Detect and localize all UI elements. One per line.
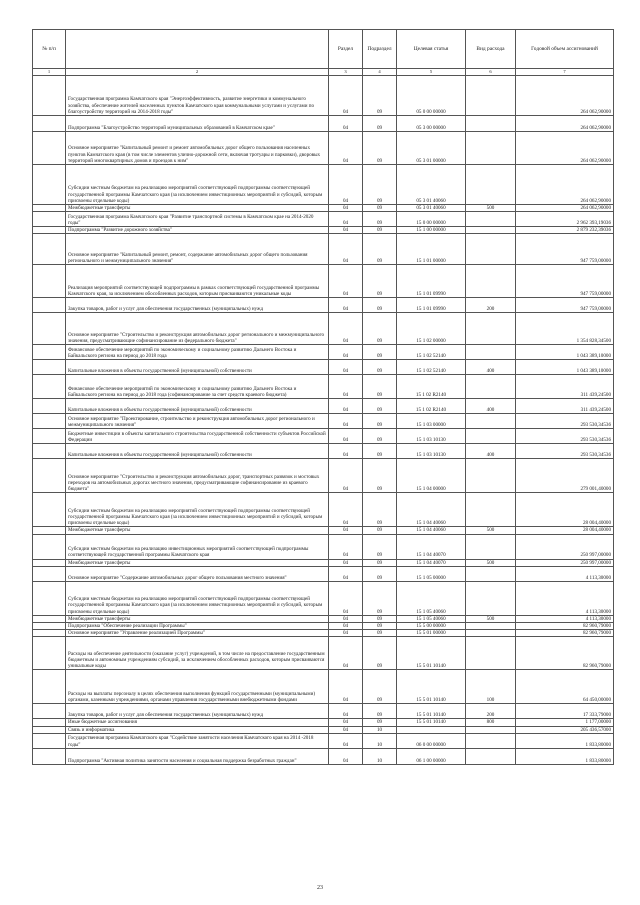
row-target-article-cell: 15 5 01 10140 xyxy=(397,704,466,719)
table-row xyxy=(33,414,614,429)
budget-table xyxy=(32,29,614,765)
row-target-article-cell: 05 3 00 00000 xyxy=(397,116,466,132)
row-amount-cell: 264 062,90000 xyxy=(516,116,614,132)
table-row xyxy=(33,704,614,719)
row-number-cell xyxy=(33,429,66,444)
row-expense-type-cell xyxy=(466,637,516,670)
row-expense-type-cell: 400 xyxy=(466,399,516,414)
row-razdel-cell: 04 xyxy=(329,493,363,527)
table-row xyxy=(33,234,614,265)
row-amount-cell: 250 997,00000 xyxy=(516,534,614,559)
row-amount-cell: 264 062,90000 xyxy=(516,165,614,205)
row-target-article-cell: 15 1 05 00000 xyxy=(397,566,466,581)
header-expense-type: Вид расхода xyxy=(466,30,516,69)
row-number-cell xyxy=(33,132,66,165)
row-number-cell xyxy=(33,76,66,116)
row-target-article-cell: 06 1 00 00000 xyxy=(397,748,466,764)
row-podrazdel-cell: 09 xyxy=(363,234,397,265)
page-number: 23 xyxy=(317,885,323,891)
row-amount-cell: 82 960,79000 xyxy=(516,630,614,637)
row-name-cell: Расходы на обеспечение деятельности (оказание услуг) учреждений, в том числе на предоставление государственным бюджетным и автономным учреждениям субсидий, за исключением обособленных расходов, которым присваиваются уникальные коды xyxy=(66,637,329,670)
row-podrazdel-cell: 09 xyxy=(363,637,397,670)
row-number-cell xyxy=(33,116,66,132)
table-row xyxy=(33,429,614,444)
table-row xyxy=(33,748,614,764)
row-razdel-cell: 04 xyxy=(329,313,363,345)
row-expense-type-cell xyxy=(466,375,516,399)
row-razdel-cell: 04 xyxy=(329,227,363,234)
row-target-article-cell: 15 1 03 10130 xyxy=(397,444,466,459)
row-target-article-cell: 15 1 04 40070 xyxy=(397,534,466,559)
row-amount-cell: 947 759,00000 xyxy=(516,234,614,265)
row-target-article-cell: 15 1 01 09990 xyxy=(397,265,466,298)
row-number-cell xyxy=(33,733,66,748)
row-name-cell: Закупка товаров, работ и услуг для обеспечения государственных (муниципальных) нужд xyxy=(66,704,329,719)
row-number-cell xyxy=(33,566,66,581)
row-name-cell: Закупка товаров, работ и услуг для обеспечения государственных (муниципальных) нужд xyxy=(66,298,329,313)
row-razdel-cell: 04 xyxy=(329,527,363,534)
row-target-article-cell: 15 1 04 40070 xyxy=(397,559,466,566)
row-expense-type-cell xyxy=(466,234,516,265)
row-podrazdel-cell: 09 xyxy=(363,444,397,459)
table-row xyxy=(33,313,614,345)
row-amount-cell: 264 062,90000 xyxy=(516,132,614,165)
row-number-cell xyxy=(33,414,66,429)
row-razdel-cell: 04 xyxy=(329,459,363,493)
column-number: 1 xyxy=(33,69,66,76)
row-target-article-cell: 15 5 01 10140 xyxy=(397,670,466,704)
row-podrazdel-cell: 09 xyxy=(363,623,397,630)
row-razdel-cell: 04 xyxy=(329,534,363,559)
row-razdel-cell: 04 xyxy=(329,637,363,670)
row-name-cell: Межбюджетные трансферты xyxy=(66,527,329,534)
row-number-cell xyxy=(33,670,66,704)
row-amount-cell: 293 530,34536 xyxy=(516,414,614,429)
row-name-cell: Связь и информатика xyxy=(66,726,329,733)
row-name-cell: Основное мероприятие "Управление реализацией Программы" xyxy=(66,630,329,637)
row-target-article-cell: 15 1 02 R2140 xyxy=(397,399,466,414)
row-razdel-cell: 04 xyxy=(329,733,363,748)
row-expense-type-cell xyxy=(466,313,516,345)
row-amount-cell: 64 450,00000 xyxy=(516,670,614,704)
row-amount-cell: 1 833,80000 xyxy=(516,748,614,764)
row-razdel-cell: 04 xyxy=(329,581,363,615)
row-target-article-cell: 05 0 00 00000 xyxy=(397,76,466,116)
header-target-article: Целевая статья xyxy=(397,30,466,69)
row-number-cell xyxy=(33,719,66,726)
row-amount-cell: 4 113,30000 xyxy=(516,615,614,622)
row-podrazdel-cell: 09 xyxy=(363,527,397,534)
row-target-article-cell xyxy=(397,726,466,733)
row-podrazdel-cell: 09 xyxy=(363,615,397,622)
row-target-article-cell: 15 1 02 52140 xyxy=(397,360,466,375)
row-number-cell xyxy=(33,227,66,234)
row-name-cell: Финансовое обеспечение мероприятий по экономическому и социальному развитию Дальнего Востока и Байкальского региона на период до 2018 года (софинансирование за счет средств краевого бюджета) xyxy=(66,375,329,399)
row-podrazdel-cell: 09 xyxy=(363,227,397,234)
row-amount-cell: 28 004,40000 xyxy=(516,493,614,527)
column-number: 6 xyxy=(466,69,516,76)
row-target-article-cell: 06 0 00 00000 xyxy=(397,733,466,748)
table-row xyxy=(33,205,614,212)
table-row xyxy=(33,132,614,165)
table-row xyxy=(33,212,614,227)
row-target-article-cell: 15 1 03 00000 xyxy=(397,414,466,429)
row-expense-type-cell: 400 xyxy=(466,360,516,375)
table-row xyxy=(33,719,614,726)
row-target-article-cell: 05 3 01 40060 xyxy=(397,165,466,205)
column-number: 3 xyxy=(329,69,363,76)
row-podrazdel-cell: 09 xyxy=(363,375,397,399)
row-name-cell: Субсидии местным бюджетам на реализацию инвестиционных мероприятий соответствующей подпрограммы соответствующей государственной программы Камчатского края xyxy=(66,534,329,559)
table-row xyxy=(33,581,614,615)
table-row xyxy=(33,375,614,399)
table-row xyxy=(33,116,614,132)
row-razdel-cell: 04 xyxy=(329,345,363,360)
row-expense-type-cell xyxy=(466,733,516,748)
row-target-article-cell: 15 1 04 40060 xyxy=(397,493,466,527)
table-row xyxy=(33,360,614,375)
row-expense-type-cell xyxy=(466,345,516,360)
row-expense-type-cell: 200 xyxy=(466,704,516,719)
row-name-cell: Субсидии местным бюджетам на реализацию мероприятий соответствующей подпрограммы соответствующей государственной программы Камчатского края (за исключением инвестиционных мероприятий и субсидий, которым присвоены отдельные коды) xyxy=(66,581,329,615)
row-razdel-cell: 04 xyxy=(329,212,363,227)
row-number-cell xyxy=(33,298,66,313)
row-expense-type-cell: 100 xyxy=(466,670,516,704)
row-podrazdel-cell: 10 xyxy=(363,733,397,748)
column-number-row xyxy=(33,69,614,76)
row-amount-cell: 264 062,90000 xyxy=(516,205,614,212)
header-number: № п/п xyxy=(33,30,66,69)
row-razdel-cell: 04 xyxy=(329,670,363,704)
row-number-cell xyxy=(33,630,66,637)
row-podrazdel-cell: 09 xyxy=(363,704,397,719)
row-expense-type-cell xyxy=(466,132,516,165)
row-razdel-cell: 04 xyxy=(329,116,363,132)
row-target-article-cell: 15 1 05 40060 xyxy=(397,581,466,615)
row-number-cell xyxy=(33,726,66,733)
row-razdel-cell: 04 xyxy=(329,615,363,622)
row-razdel-cell: 04 xyxy=(329,414,363,429)
row-razdel-cell: 04 xyxy=(329,566,363,581)
row-razdel-cell: 04 xyxy=(329,719,363,726)
row-target-article-cell: 15 1 01 00000 xyxy=(397,234,466,265)
row-number-cell xyxy=(33,360,66,375)
row-name-cell: Основное мероприятие "Содержание автомобильных дорог общего пользования местного значения" xyxy=(66,566,329,581)
row-number-cell xyxy=(33,493,66,527)
column-number: 5 xyxy=(397,69,466,76)
row-number-cell xyxy=(33,581,66,615)
row-name-cell: Межбюджетные трансферты xyxy=(66,615,329,622)
row-number-cell xyxy=(33,345,66,360)
row-name-cell: Подпрограмма "Активная политика занятости населения и социальная поддержка безработных граждан" xyxy=(66,748,329,764)
table-row xyxy=(33,76,614,116)
row-podrazdel-cell: 09 xyxy=(363,116,397,132)
row-amount-cell: 279 001,40000 xyxy=(516,459,614,493)
row-podrazdel-cell: 09 xyxy=(363,76,397,116)
row-razdel-cell: 04 xyxy=(329,623,363,630)
row-name-cell: Основное мероприятие "Капитальный ремонт, ремонт, содержание автомобильных дорог общего пользования регионального и межмуниципального значения" xyxy=(66,234,329,265)
row-number-cell xyxy=(33,205,66,212)
row-expense-type-cell: 200 xyxy=(466,298,516,313)
table-row xyxy=(33,630,614,637)
row-amount-cell: 250 997,00000 xyxy=(516,559,614,566)
row-expense-type-cell xyxy=(466,429,516,444)
row-razdel-cell: 04 xyxy=(329,559,363,566)
row-razdel-cell: 04 xyxy=(329,205,363,212)
row-target-article-cell: 05 3 01 40060 xyxy=(397,205,466,212)
row-number-cell xyxy=(33,527,66,534)
row-amount-cell: 1 833,80000 xyxy=(516,733,614,748)
row-expense-type-cell: 400 xyxy=(466,444,516,459)
row-podrazdel-cell: 09 xyxy=(363,212,397,227)
row-expense-type-cell xyxy=(466,534,516,559)
row-name-cell: Расходы на выплаты персоналу в целях обеспечения выполнения функций государственными (муниципальными) органами, казенными учреждениями, органами управления государственными внебюджетными фондами xyxy=(66,670,329,704)
row-podrazdel-cell: 09 xyxy=(363,399,397,414)
row-podrazdel-cell: 09 xyxy=(363,132,397,165)
row-amount-cell: 28 004,40000 xyxy=(516,527,614,534)
row-razdel-cell: 04 xyxy=(329,234,363,265)
row-podrazdel-cell: 09 xyxy=(363,534,397,559)
row-amount-cell: 2 962 393,19036 xyxy=(516,212,614,227)
row-name-cell: Иные бюджетные ассигнования xyxy=(66,719,329,726)
row-number-cell xyxy=(33,375,66,399)
header-podrazdel: Подраздел xyxy=(363,30,397,69)
row-amount-cell: 82 960,79000 xyxy=(516,637,614,670)
table-row xyxy=(33,399,614,414)
row-target-article-cell: 15 1 04 00000 xyxy=(397,459,466,493)
row-name-cell: Основное мероприятие "Строительство и реконструкция автомобильных дорог, транспортных развязок и мостовых переходов на автомобильных дорогах местного значения, предусматривающие софинансирование из краевого бюджета" xyxy=(66,459,329,493)
row-podrazdel-cell: 09 xyxy=(363,566,397,581)
row-razdel-cell: 04 xyxy=(329,298,363,313)
row-amount-cell: 2 879 232,39036 xyxy=(516,227,614,234)
table-row xyxy=(33,670,614,704)
row-amount-cell: 947 759,00000 xyxy=(516,265,614,298)
row-name-cell: Основное мероприятие "Проектирование, строительство и реконструкция автомобильных дорог регионального и межмуниципального значения" xyxy=(66,414,329,429)
row-number-cell xyxy=(33,623,66,630)
row-amount-cell: 4 113,30000 xyxy=(516,581,614,615)
row-podrazdel-cell: 09 xyxy=(363,670,397,704)
row-podrazdel-cell: 09 xyxy=(363,719,397,726)
row-target-article-cell: 15 5 00 00000 xyxy=(397,623,466,630)
row-target-article-cell: 15 1 01 09990 xyxy=(397,298,466,313)
row-target-article-cell: 15 1 00 00000 xyxy=(397,227,466,234)
row-number-cell xyxy=(33,399,66,414)
row-target-article-cell: 15 5 01 10140 xyxy=(397,637,466,670)
row-number-cell xyxy=(33,637,66,670)
row-expense-type-cell xyxy=(466,630,516,637)
table-row xyxy=(33,298,614,313)
row-expense-type-cell: 500 xyxy=(466,527,516,534)
column-number: 2 xyxy=(66,69,329,76)
row-amount-cell: 264 062,90000 xyxy=(516,76,614,116)
table-row xyxy=(33,444,614,459)
row-podrazdel-cell: 09 xyxy=(363,313,397,345)
row-podrazdel-cell: 09 xyxy=(363,630,397,637)
row-name-cell: Межбюджетные трансферты xyxy=(66,559,329,566)
row-razdel-cell: 04 xyxy=(329,726,363,733)
table-row xyxy=(33,265,614,298)
row-name-cell: Подпрограмма "Обеспечение реализации Программы" xyxy=(66,623,329,630)
row-amount-cell: 311 439,24500 xyxy=(516,399,614,414)
table-row xyxy=(33,345,614,360)
row-expense-type-cell xyxy=(466,212,516,227)
row-number-cell xyxy=(33,444,66,459)
row-expense-type-cell xyxy=(466,459,516,493)
row-podrazdel-cell: 09 xyxy=(363,360,397,375)
row-target-article-cell: 15 0 00 00000 xyxy=(397,212,466,227)
row-razdel-cell: 04 xyxy=(329,360,363,375)
row-razdel-cell: 04 xyxy=(329,444,363,459)
table-row xyxy=(33,637,614,670)
row-amount-cell: 1 177,00000 xyxy=(516,719,614,726)
row-amount-cell: 1 043 389,10000 xyxy=(516,360,614,375)
row-podrazdel-cell: 09 xyxy=(363,459,397,493)
row-expense-type-cell xyxy=(466,116,516,132)
table-row xyxy=(33,726,614,733)
row-name-cell: Основное мероприятие "Строительство и реконструкция автомобильных дорог регионального и межмуниципального значения, предусматривающие софинансирование из федерального бюджета" xyxy=(66,313,329,345)
row-name-cell: Государственная программа Камчатского края "Развитие транспортной системы в Камчатском крае на 2014-2020 годы" xyxy=(66,212,329,227)
row-number-cell xyxy=(33,265,66,298)
table-row xyxy=(33,623,614,630)
table-row xyxy=(33,527,614,534)
row-name-cell: Капитальные вложения в объекты государственной (муниципальной) собственности xyxy=(66,360,329,375)
row-target-article-cell: 15 1 05 40060 xyxy=(397,615,466,622)
row-target-article-cell: 15 1 03 10130 xyxy=(397,429,466,444)
row-name-cell: Субсидии местным бюджетам на реализацию мероприятий соответствующей подпрограммы соответствующей государственной программы Камчатского края (за исключением инвестиционных мероприятий и субсидий, которым присвоены отдельные коды) xyxy=(66,165,329,205)
row-expense-type-cell xyxy=(466,623,516,630)
row-amount-cell: 1 354 828,34500 xyxy=(516,313,614,345)
row-podrazdel-cell: 09 xyxy=(363,581,397,615)
row-name-cell: Бюджетные инвестиции в объекты капитального строительства государственной собственности субъектов Российской Федерации xyxy=(66,429,329,444)
row-expense-type-cell xyxy=(466,748,516,764)
row-target-article-cell: 15 5 01 00000 xyxy=(397,630,466,637)
row-expense-type-cell xyxy=(466,165,516,205)
row-target-article-cell: 15 1 02 R2140 xyxy=(397,375,466,399)
row-razdel-cell: 04 xyxy=(329,704,363,719)
row-podrazdel-cell: 09 xyxy=(363,165,397,205)
row-amount-cell: 4 113,30000 xyxy=(516,566,614,581)
row-target-article-cell: 15 1 04 40060 xyxy=(397,527,466,534)
row-razdel-cell: 04 xyxy=(329,76,363,116)
row-number-cell xyxy=(33,212,66,227)
row-number-cell xyxy=(33,459,66,493)
row-name-cell: Капитальные вложения в объекты государственной (муниципальной) собственности xyxy=(66,444,329,459)
row-expense-type-cell xyxy=(466,566,516,581)
row-expense-type-cell xyxy=(466,414,516,429)
row-podrazdel-cell: 09 xyxy=(363,559,397,566)
header-razdel: Раздел xyxy=(329,30,363,69)
row-razdel-cell: 04 xyxy=(329,429,363,444)
row-target-article-cell: 15 1 02 00000 xyxy=(397,313,466,345)
header-row xyxy=(33,30,614,69)
row-number-cell xyxy=(33,559,66,566)
row-expense-type-cell xyxy=(466,493,516,527)
row-number-cell xyxy=(33,313,66,345)
table-row xyxy=(33,165,614,205)
row-podrazdel-cell: 10 xyxy=(363,748,397,764)
row-podrazdel-cell: 09 xyxy=(363,493,397,527)
row-name-cell: Межбюджетные трансферты xyxy=(66,205,329,212)
row-name-cell: Подпрограмма "Благоустройство территорий муниципальных образований в Камчатском крае" xyxy=(66,116,329,132)
row-podrazdel-cell: 10 xyxy=(363,726,397,733)
row-amount-cell: 17 333,79000 xyxy=(516,704,614,719)
row-expense-type-cell: 500 xyxy=(466,205,516,212)
row-podrazdel-cell: 09 xyxy=(363,298,397,313)
column-number: 4 xyxy=(363,69,397,76)
row-amount-cell: 293 530,34536 xyxy=(516,444,614,459)
row-number-cell xyxy=(33,704,66,719)
row-razdel-cell: 04 xyxy=(329,375,363,399)
row-expense-type-cell xyxy=(466,581,516,615)
row-expense-type-cell xyxy=(466,227,516,234)
row-razdel-cell: 04 xyxy=(329,748,363,764)
row-razdel-cell: 04 xyxy=(329,132,363,165)
row-amount-cell: 82 960,79000 xyxy=(516,623,614,630)
row-name-cell: Основное мероприятие "Капитальный ремонт и ремонт автомобильных дорог общего пользования населенных пунктов Камчатского края (в том числе элементов улично-дорожной сети, включая тротуары и парковки), дворовых территорий многоквартирных домов и проездов к ним" xyxy=(66,132,329,165)
row-target-article-cell: 15 1 02 52140 xyxy=(397,345,466,360)
header-annual-amount: Годовой объем ассигнований xyxy=(516,30,614,69)
row-target-article-cell: 15 5 01 10140 xyxy=(397,719,466,726)
row-podrazdel-cell: 09 xyxy=(363,205,397,212)
row-razdel-cell: 04 xyxy=(329,165,363,205)
row-razdel-cell: 04 xyxy=(329,265,363,298)
row-name-cell: Реализация мероприятий соответствующей подпрограммы в рамках соответствующей государственной программы Камчатского края, за исключением обособленных расходов, которым присваиваются уникальные коды xyxy=(66,265,329,298)
row-expense-type-cell xyxy=(466,76,516,116)
row-podrazdel-cell: 09 xyxy=(363,414,397,429)
row-number-cell xyxy=(33,615,66,622)
row-podrazdel-cell: 09 xyxy=(363,345,397,360)
row-amount-cell: 311 439,24500 xyxy=(516,375,614,399)
row-podrazdel-cell: 09 xyxy=(363,429,397,444)
row-number-cell xyxy=(33,534,66,559)
row-expense-type-cell xyxy=(466,726,516,733)
table-row xyxy=(33,459,614,493)
row-name-cell: Капитальные вложения в объекты государственной (муниципальной) собственности xyxy=(66,399,329,414)
row-razdel-cell: 04 xyxy=(329,630,363,637)
table-body xyxy=(33,76,614,765)
row-amount-cell: 205 436,57000 xyxy=(516,726,614,733)
table-row xyxy=(33,227,614,234)
row-name-cell: Субсидии местным бюджетам на реализацию мероприятий соответствующей подпрограммы соответствующей государственной программы Камчатского края (за исключением инвестиционных мероприятий и субсидий, которым присвоены отдельные коды) xyxy=(66,493,329,527)
row-number-cell xyxy=(33,165,66,205)
row-name-cell: Финансовое обеспечение мероприятий по экономическому и социальному развитию Дальнего Востока и Байкальского региона на период до 2018 года xyxy=(66,345,329,360)
row-number-cell xyxy=(33,234,66,265)
row-number-cell xyxy=(33,748,66,764)
row-amount-cell: 1 043 389,10000 xyxy=(516,345,614,360)
row-expense-type-cell xyxy=(466,265,516,298)
row-expense-type-cell: 800 xyxy=(466,719,516,726)
table-row xyxy=(33,534,614,559)
row-podrazdel-cell: 09 xyxy=(363,265,397,298)
row-name-cell: Государственная программа Камчатского края "Энергоэффективность, развитие энергетики и коммунального хозяйства, обеспечение жителей населенных пунктов Камчатского края коммунальными услугами и услугами по благоустройству территорий на 2014-2018 годы" xyxy=(66,76,329,116)
row-expense-type-cell: 500 xyxy=(466,559,516,566)
row-target-article-cell: 05 3 01 00000 xyxy=(397,132,466,165)
row-amount-cell: 293 530,34536 xyxy=(516,429,614,444)
table-row xyxy=(33,615,614,622)
row-expense-type-cell: 500 xyxy=(466,615,516,622)
column-number: 7 xyxy=(516,69,614,76)
row-name-cell: Государственная программа Камчатского края "Содействие занятости населения Камчатского края на 2014 -2018 годы" xyxy=(66,733,329,748)
table-row xyxy=(33,559,614,566)
table-row xyxy=(33,493,614,527)
header-name xyxy=(66,30,329,69)
table-row xyxy=(33,566,614,581)
row-amount-cell: 947 759,00000 xyxy=(516,298,614,313)
row-razdel-cell: 04 xyxy=(329,399,363,414)
row-name-cell: Подпрограмма "Развитие дорожного хозяйства" xyxy=(66,227,329,234)
table-row xyxy=(33,733,614,748)
